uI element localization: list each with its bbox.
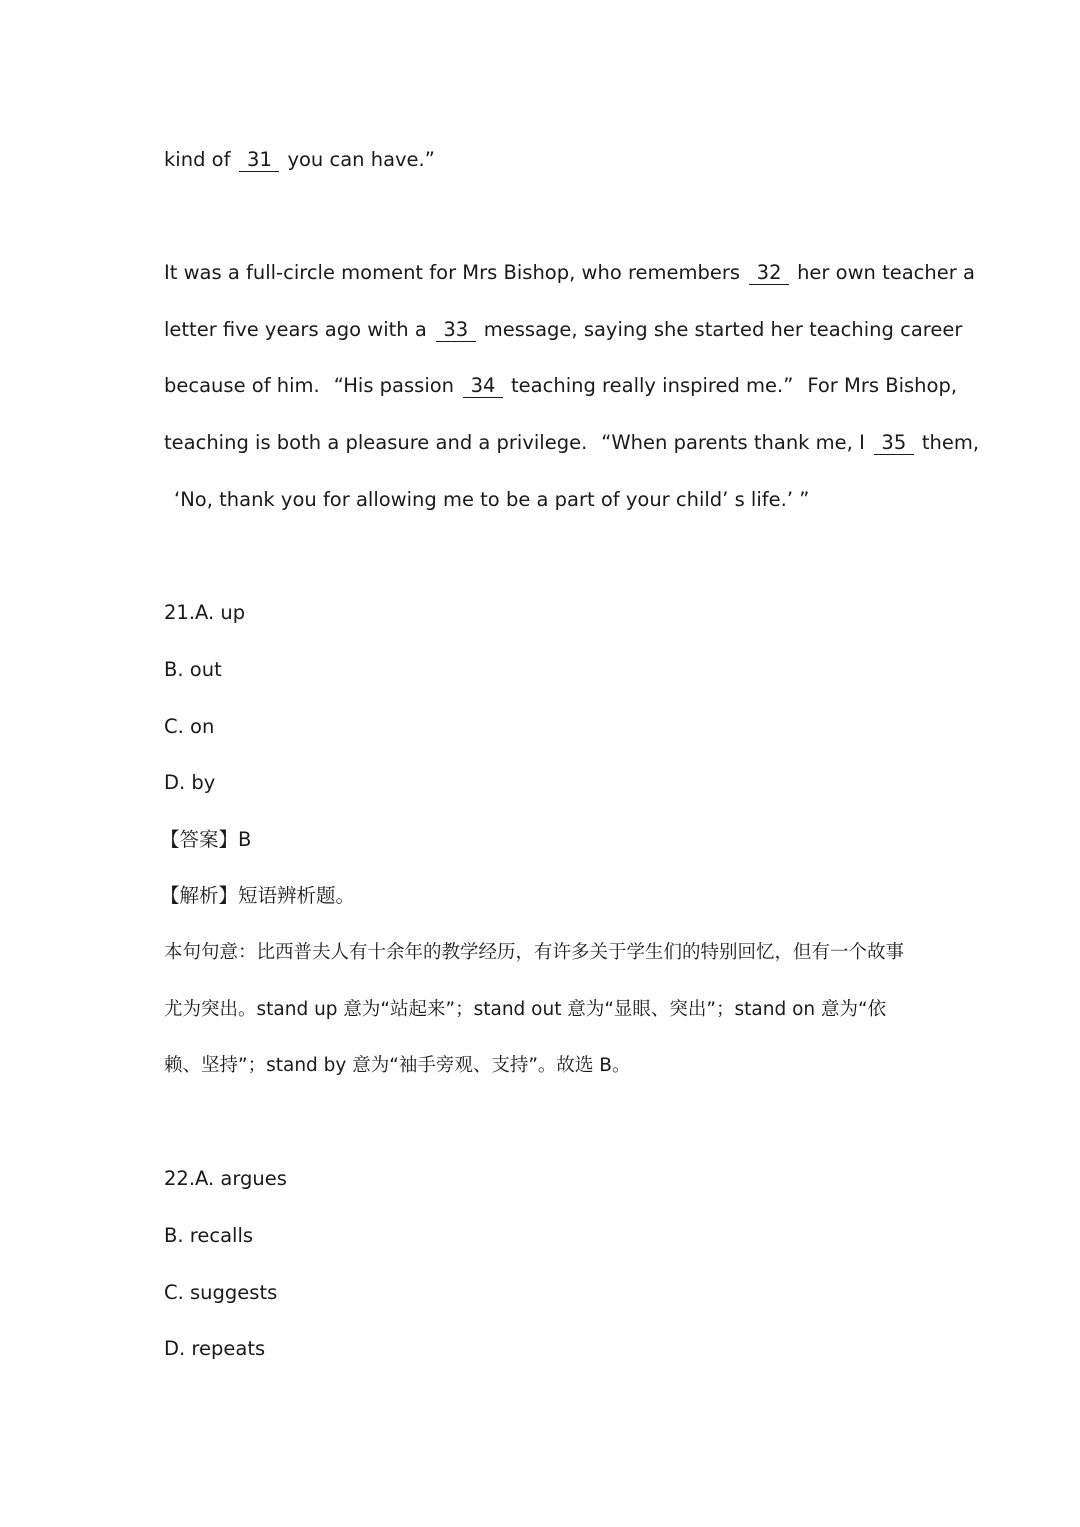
blank-33: 33 [436,319,476,342]
passage-text: teaching really inspired me.” [511,374,794,397]
passage-line-6: ‘No, thank you for allowing me to be a part of your child’ s life.’ ” [174,488,810,511]
blank-32: 32 [749,262,789,285]
q22-option-b: B. recalls [164,1224,254,1247]
passage-text: because of him. [164,374,320,397]
passage-line-2 [164,260,975,286]
passage-text: “When parents thank me, I [601,431,865,454]
q21-option-a: 21.A. up [164,601,246,624]
passage-text: her own teacher a [797,261,975,284]
q22-option-a: 22.A. argues [164,1167,287,1190]
passage-text: teaching is both a pleasure and a privilege. [164,431,588,454]
passage-line-1 [164,147,435,173]
passage-text: them, [921,431,980,454]
passage-text: you can have.” [287,148,435,171]
q21-option-d: D. by [164,771,216,794]
passage-line-3 [164,317,962,343]
q21-analysis-title: 【解析】短语辨析题。 [160,884,356,907]
blank-31: 31 [239,149,279,172]
passage-text: “His passion [333,374,455,397]
q21-answer: 【答案】B [160,828,252,851]
passage-text: kind of [164,148,231,171]
q21-analysis-line-1: 本句句意：比西普夫人有十余年的教学经历，有许多关于学生们的特别回忆，但有一个故事 [164,942,905,963]
passage-text: message, saying she started her teaching career [483,318,963,341]
q22-option-d: D. repeats [164,1337,266,1360]
blank-35: 35 [874,432,914,455]
q21-analysis-line-2: 尤为突出。stand up 意为“站起来”；stand out 意为“显眼、突出”；stand on 意为“依 [164,999,887,1020]
passage-line-4 [164,373,957,399]
passage-text: It was a full-circle moment for Mrs Bishop, who remembers [164,261,741,284]
passage-line-5 [164,430,979,456]
q21-analysis-line-3: 赖、坚持”；stand by 意为“袖手旁观、支持”。故选 B。 [164,1055,631,1076]
q21-option-b: B. out [164,658,222,681]
q21-option-c: C. on [164,715,215,738]
passage-text: letter five years ago with a [164,318,427,341]
passage-text: For Mrs Bishop, [807,374,958,397]
q22-option-c: C. suggests [164,1281,278,1304]
blank-34: 34 [463,375,503,398]
